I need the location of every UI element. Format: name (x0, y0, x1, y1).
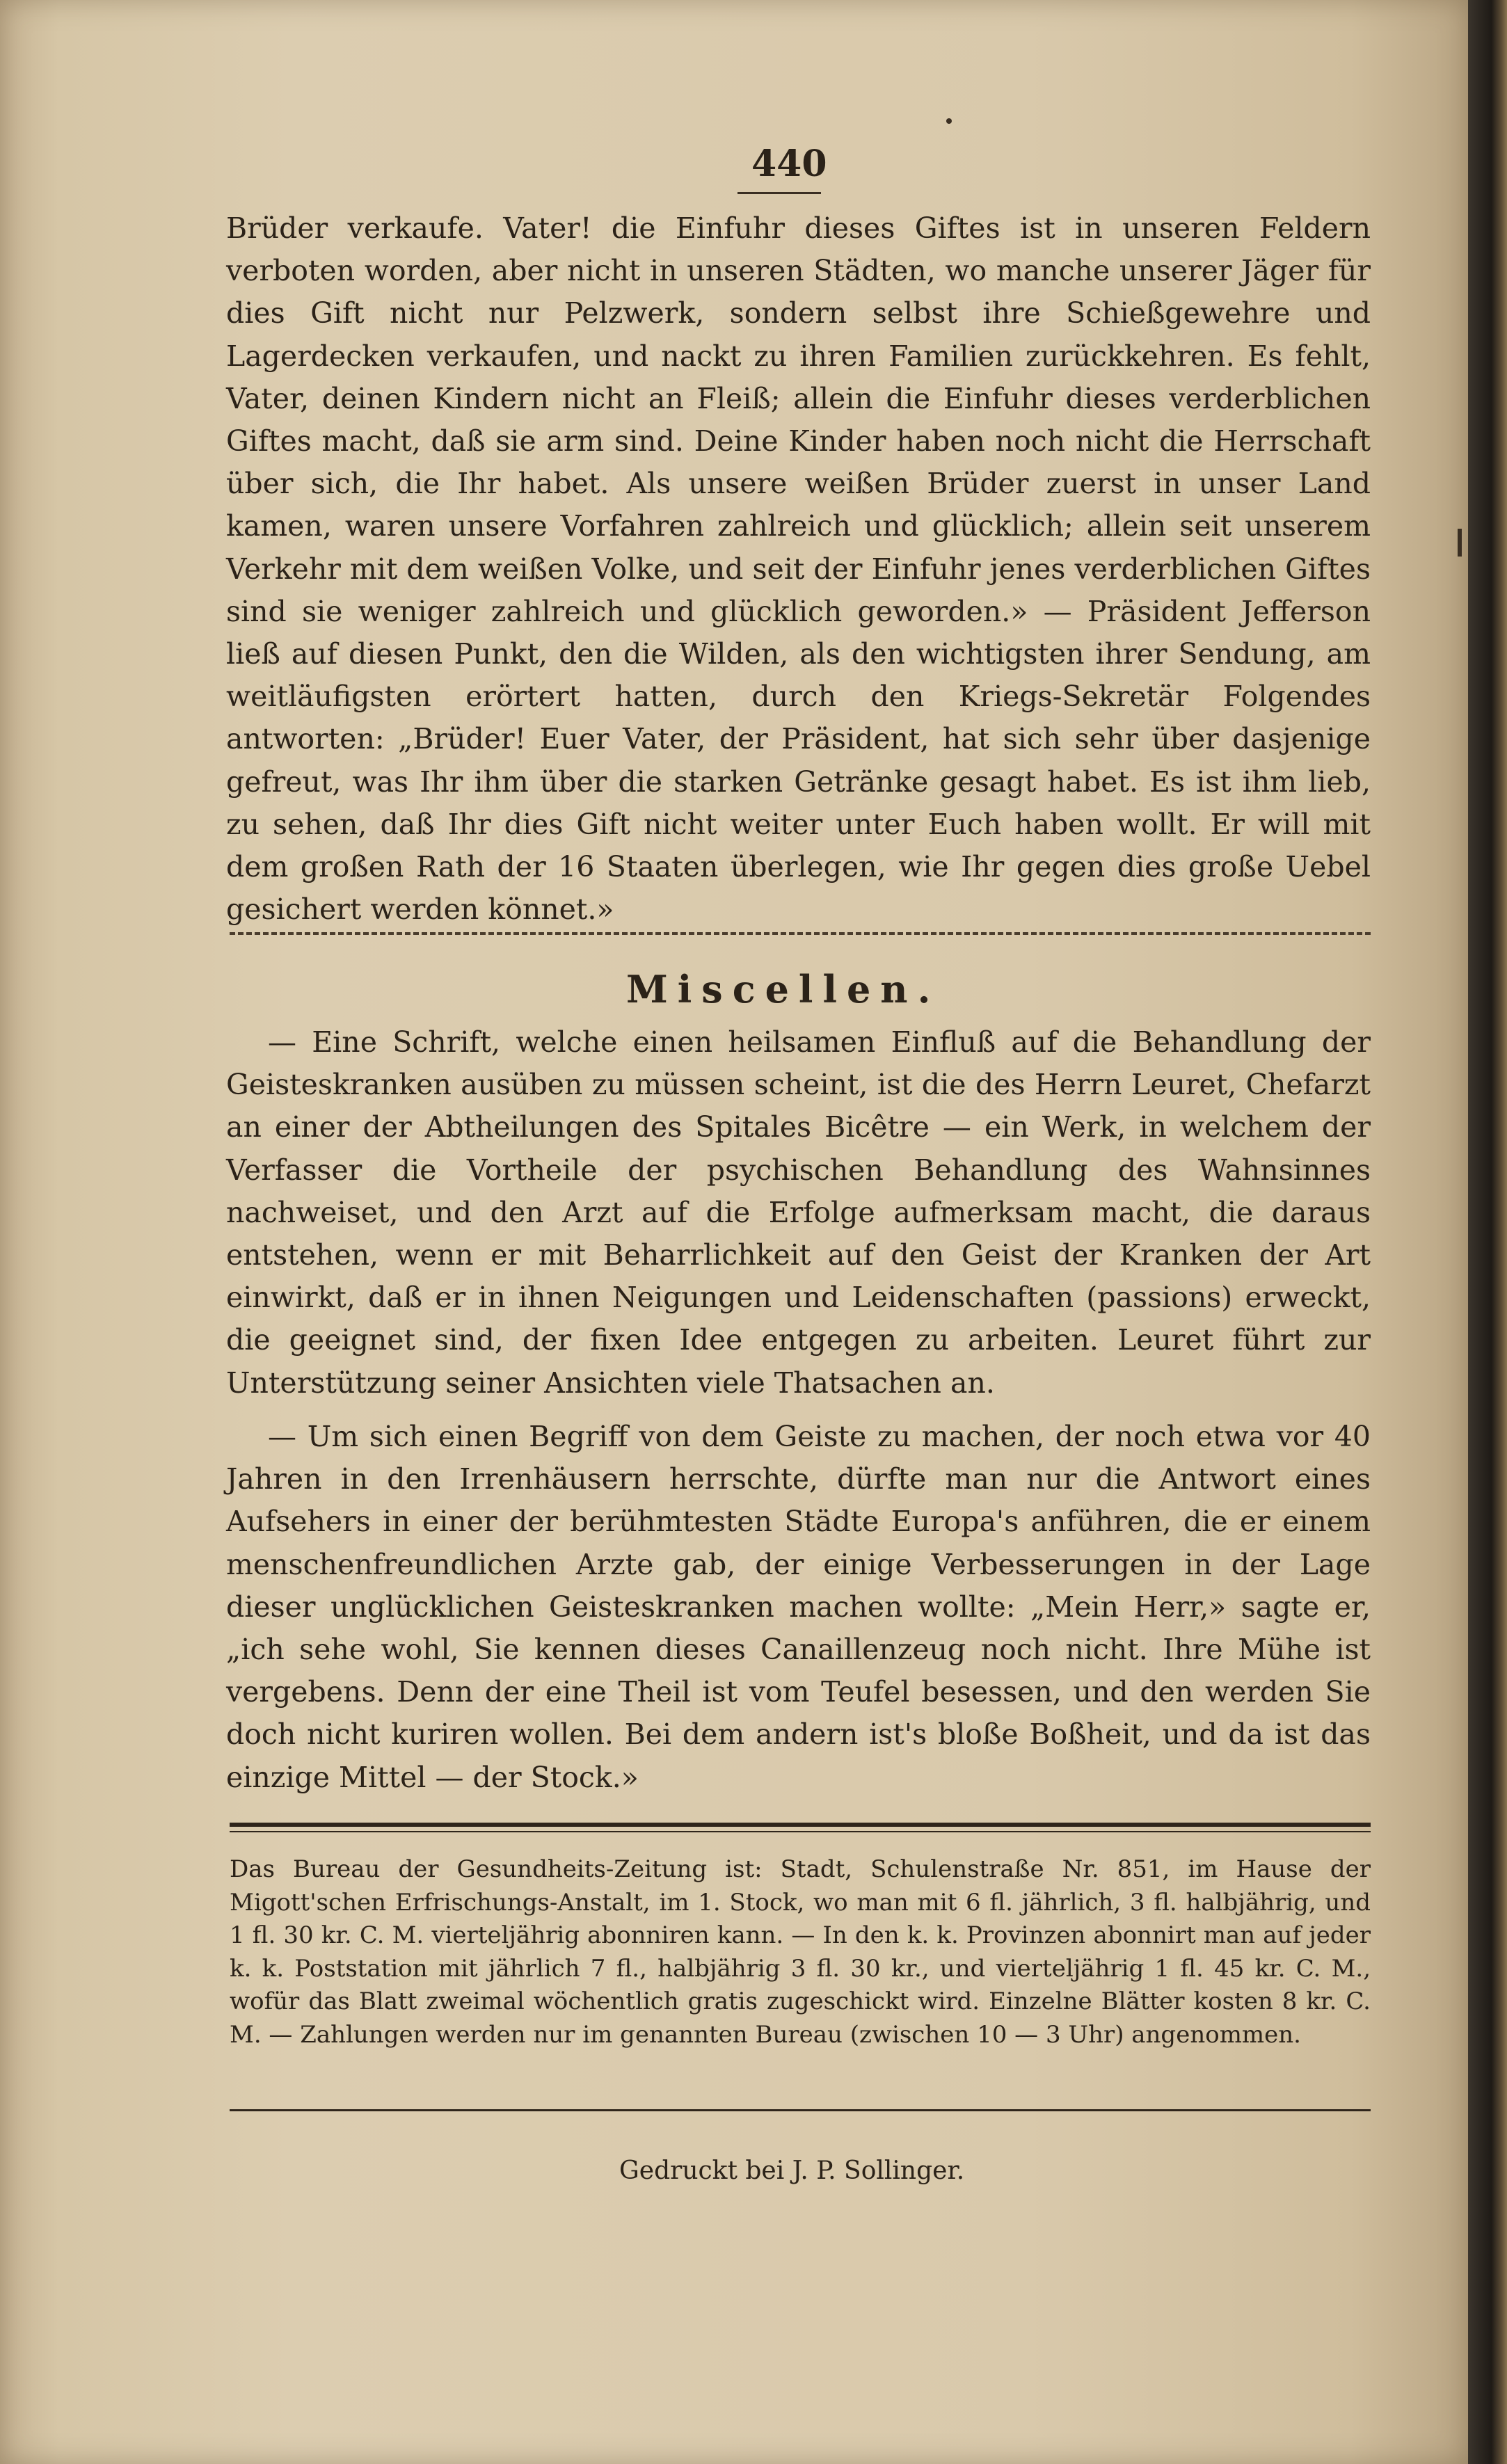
subscription-notice: Das Bureau der Gesundheits-Zeitung ist: Stadt, Schulenstraße Nr. 851, im Hause der Migott'schen Erfrischungs-Anstalt, im 1. Stock, wo man mit 6 fl. jährlich, 3 fl. halbjährig, und 1 fl. 30 kr. C. M. vierteljährig abonniren kann. — In den k. k. Provinzen abonnirt man auf jeder k. k. Poststation mit jährlich 7 fl., halbjährig 3 fl. 30 kr., und vierteljährig 1 fl. 45 kr. C. M., wofür das Blatt zweimal wöchentlich gratis zugeschickt wird. Einzelne Blätter kosten 8 kr. C. M. — Zahlungen werden nur im genannten Bureau (zwischen 10 — 3 Uhr) angenommen. (230, 1855, 1371, 2049)
margin-mark (1458, 529, 1462, 557)
page-number-underline (737, 192, 821, 194)
printer-separator (230, 2109, 1371, 2111)
footer-rule-thick (230, 1823, 1371, 1827)
section-divider-dashed (230, 932, 1371, 935)
printer-imprint: Gedruckt bei J. P. Sollinger. (619, 2157, 965, 2185)
miscellen-paragraph-1: — Eine Schrift, welche einen heilsamen Einfluß auf die Behandlung der Geisteskranken ausüben zu müssen scheint, ist die des Herrn Leuret, Chefarzt an einer der Abtheilungen des Spitales Bicêtre — ein Werk, in welchem der Verfasser die Vortheile der psychischen Behandlung des Wahnsinnes nachweiset, und den Arzt auf die Erfolge aufmerksam macht, die daraus entstehen, wenn er mit Beharrlichkeit auf den Geist der Kranken der Art einwirkt, daß er in ihnen Neigungen und Leidenschaften (passions) erweckt, die geeignet sind, der fixen Idee entgegen zu arbeiten. Leuret führt zur Unterstützung seiner Ansichten viele Thatsachen an. (226, 1025, 1371, 1400)
section-heading: Miscellen. (626, 967, 941, 1011)
footer-rule-thin (230, 1831, 1371, 1832)
article-paragraph-1: Brüder verkaufe. Vater! die Einfuhr dieses Giftes ist in unseren Feldern verboten worden, aber nicht in unseren Städten, wo manche unserer Jäger für dies Gift nicht nur Pelzwerk, sondern selbst ihre Schießgewehre und Lagerdecken verkaufen, und nackt zu ihren Familien zurückkehren. Es fehlt, Vater, deinen Kindern nicht an Fleiß; allein die Einfuhr dieses verderblichen Giftes macht, daß sie arm sind. Deine Kinder haben noch nicht die Herrschaft über sich, die Ihr habet. Als unsere weißen Brüder zuerst in unser Land kamen, waren unsere Vorfahren zahlreich und glücklich; allein seit unserem Verkehr mit dem weißen Volke, und seit der Einfuhr jenes verderblichen Giftes sind sie weniger zahlreich und glücklich geworden.» — Präsident Jefferson ließ auf diesen Punkt, den die Wilden, als den wichtigsten ihrer Sendung, am weitläufigsten erörtert hatten, durch den Kriegs-Sekretär Folgendes antworten: „Brüder! Euer Vater, der Präsident, hat sich sehr über dasjenige gefreut, was Ihr ihm über die starken Getränke gesagt habet. Es ist ihm lieb, zu sehen, daß Ihr dies Gift nicht weiter unter Euch haben wollt. Er will mit dem großen Rath der 16 Staaten überlegen, wie Ihr gegen dies große Uebel gesichert werden könnet.» (226, 211, 1371, 927)
miscellen-paragraph-2: — Um sich einen Begriff von dem Geiste zu machen, der noch etwa vor 40 Jahren in den Irrenhäusern herrschte, dürfte man nur die Antwort eines Aufsehers in einer der berühmtesten Städte Europa's anführen, die er einem menschenfreundlichen Arzte gab, der einige Verbesserungen in der Lage dieser unglücklichen Geisteskranken machen wollte: „Mein Herr,» sagte er, „ich sehe wohl, Sie kennen dieses Canaillenzeug noch nicht. Ihre Mühe ist vergebens. Denn der eine Theil ist vom Teufel besessen, und den werden Sie doch nicht kuriren wollen. Bei dem andern ist's bloße Boßheit, und da ist das einzige Mittel — der Stock.» (226, 1420, 1371, 1794)
ink-speck (946, 118, 952, 124)
binding-edge (1468, 0, 1507, 2464)
page-number: 440 (751, 143, 827, 185)
